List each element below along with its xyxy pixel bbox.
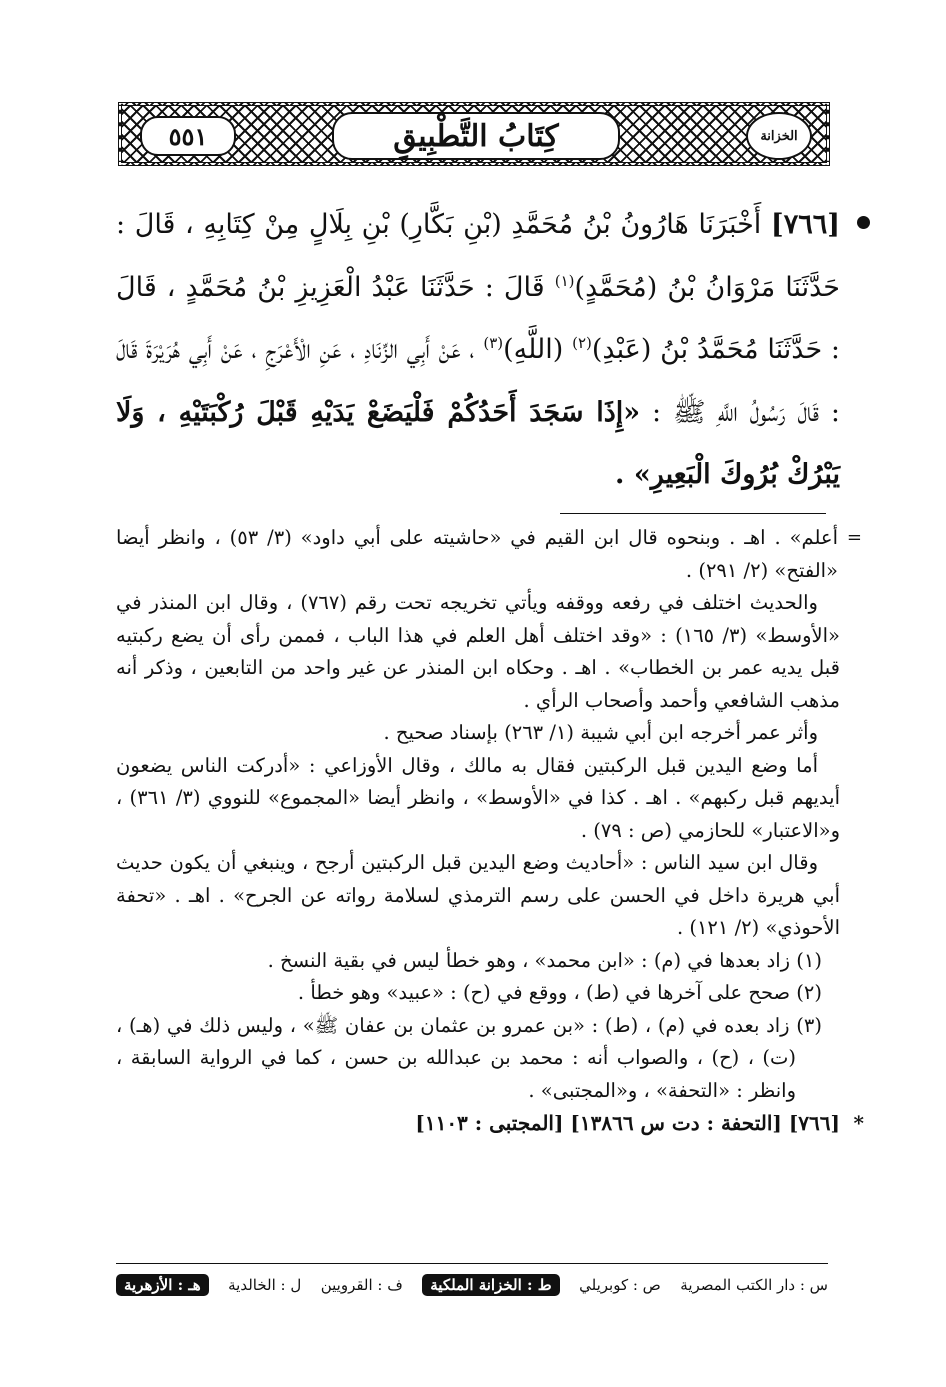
note-paragraph: والحديث اختلف في رفعه ووقفه ويأتي تخريجه تحت رقم (٧٦٧) ، وقال ابن المنذر في «الأوسط» (٣/ ١٦٥) : «وقد اختلف أهل العلم في هذا الباب ، فممن رأى أن يضع ركبتيه قبل يديه عمر بن الخطاب» . اهـ . وحكاه ابن المنذر عن غير واحد من التابعين ، وذكر أنه مذهب الشافعي وأحمد وأصحاب الرأي . <box>116 591 840 712</box>
narration-part-5: (اللَّهِ) <box>503 334 564 365</box>
note-paragraph <box>116 522 862 587</box>
book-title: كِتَابُ التَّطْبِيقِ <box>332 112 620 160</box>
footnote-mark-3: (٣) <box>483 334 504 352</box>
footnotes-section <box>116 522 864 1140</box>
manuscript-legend <box>116 1270 828 1300</box>
narration-part-2: مَرْوَانُ بْنُ (مُحَمَّدٍ) <box>574 271 776 303</box>
legend-item: س : دار الكتب المصرية <box>680 1276 828 1294</box>
hadith-number: [٧٦٦] <box>770 209 840 240</box>
bullet-icon <box>857 216 870 229</box>
narration-part-4: مُحَمَّدُ بْنُ (عَبْدِ) <box>591 334 759 365</box>
footnote-3: (٣) زاد بعده في (م) ، (ط) : «بن عمرو بن عثمان بن عفان ﷺ» ، وليس ذلك في (هـ) ، (ت) ، (ح) ، والصواب أنه : محمد بن عبدالله بن حسن ، كما في الرواية السابقة ، وانظر : «التحفة» ، و«المجتبى» . <box>116 1013 822 1102</box>
note-text: أعلم» . اهـ . وبنحوه قال ابن القيم في «حاشيته على أبي داود» (٣/ ٥٣) ، وانظر أيضا «الفتح» (٢/ ٢٩١) . <box>116 526 838 582</box>
continuation-mark: = <box>846 527 862 548</box>
page-number: ٥٥١ <box>140 116 236 156</box>
narration-part-3: قَالَ : حَدَّثَنَا عَبْدُ الْعَزِيزِ بْنُ مُحَمَّدٍ ، قَالَ : حَدَّثَنَا <box>116 271 841 365</box>
star-icon: * <box>853 1111 864 1135</box>
footnote-1: (١) زاد بعدها في (م) : «ابن محمد» ، وهو خطأ ليس في بقية النسخ . <box>267 948 822 972</box>
narration-part-6: ، عَنْ أَبِي الزِّنَادِ ، عَنِ الْأَعْرَجِ ، عَنْ أَبِي هُرَيْرَةَ <box>146 334 475 365</box>
legend-item: ف : القرويين <box>320 1276 403 1294</box>
narration-part-7: قَالَ : قَالَ رَسُولُ اللَّهِ ﷺ : <box>116 334 840 428</box>
legend-item-highlighted: ط : الخزانة الملكية <box>422 1274 559 1296</box>
page-header-banner <box>118 102 830 166</box>
footnote-divider <box>560 513 826 514</box>
legend-divider <box>116 1263 828 1264</box>
legend-item-highlighted: هـ : الأزهرية <box>116 1274 209 1296</box>
reference-line <box>116 1107 864 1140</box>
prophetic-saying: «إِذَا سَجَدَ أَحَدُكُمْ فَلْيَضَعْ يَدَيْهِ قَبْلَ رُكْبَتَيْهِ ، وَلَا يَبْرُكْ بُرُوكَ الْبَعِيرِ» . <box>116 396 840 490</box>
footnote-2: (٢) صحح على آخرها في (ط) ، ووقع في (ح) : «عبيد» وهو خطأ . <box>297 981 822 1004</box>
footnote-mark-1: (١) <box>554 271 575 290</box>
narration-part-1: أَخْبَرَنَا هَارُونُ بْنُ مُحَمَّدِ (بْنِ بَكَّارِ) بْنِ بِلَالٍ مِنْ كِتَابِهِ ، قَالَ : حَدَّثَنَا <box>116 209 840 303</box>
library-seal: الخزانة <box>746 112 812 160</box>
legend-item: ص : كوبريلي <box>579 1276 661 1294</box>
legend-item: ل : الخالدية <box>228 1276 302 1294</box>
note-paragraph: وأثر عمر أخرجه ابن أبي شيبة (١/ ٢٦٣) بإسناد صحيح . <box>383 721 818 744</box>
note-paragraph: أما وضع اليدين قبل الركبتين فقال به مالك ، وقال الأوزاعي : «أدركت الناس يضعون أيديهم قبل ركبهم» . اهـ . كذا في «الأوسط» ، وانظر أيضا «المجموع» للنووي (٣/ ٣٦١) ، و«الاعتبار» للحازمي (ص : ٧٩) . <box>116 753 840 842</box>
footnote-mark-2: (٢) <box>572 334 592 352</box>
hadith-text <box>116 194 840 507</box>
note-paragraph: وقال ابن سيد الناس : «أحاديث وضع اليدين قبل الركبتين أرجح ، وينبغي أن يكون حديث أبي هريرة داخل في الحسن على رسم الترمذي لسلامة رواته عن الجرح» . اهـ . «تحفة الأحوذي» (٢/ ١٢١) . <box>116 851 840 939</box>
reference-text: [٧٦٦] [التحفة : دت س ١٣٨٦٦] [المجتبى : ١١٠٣] <box>415 1111 840 1135</box>
